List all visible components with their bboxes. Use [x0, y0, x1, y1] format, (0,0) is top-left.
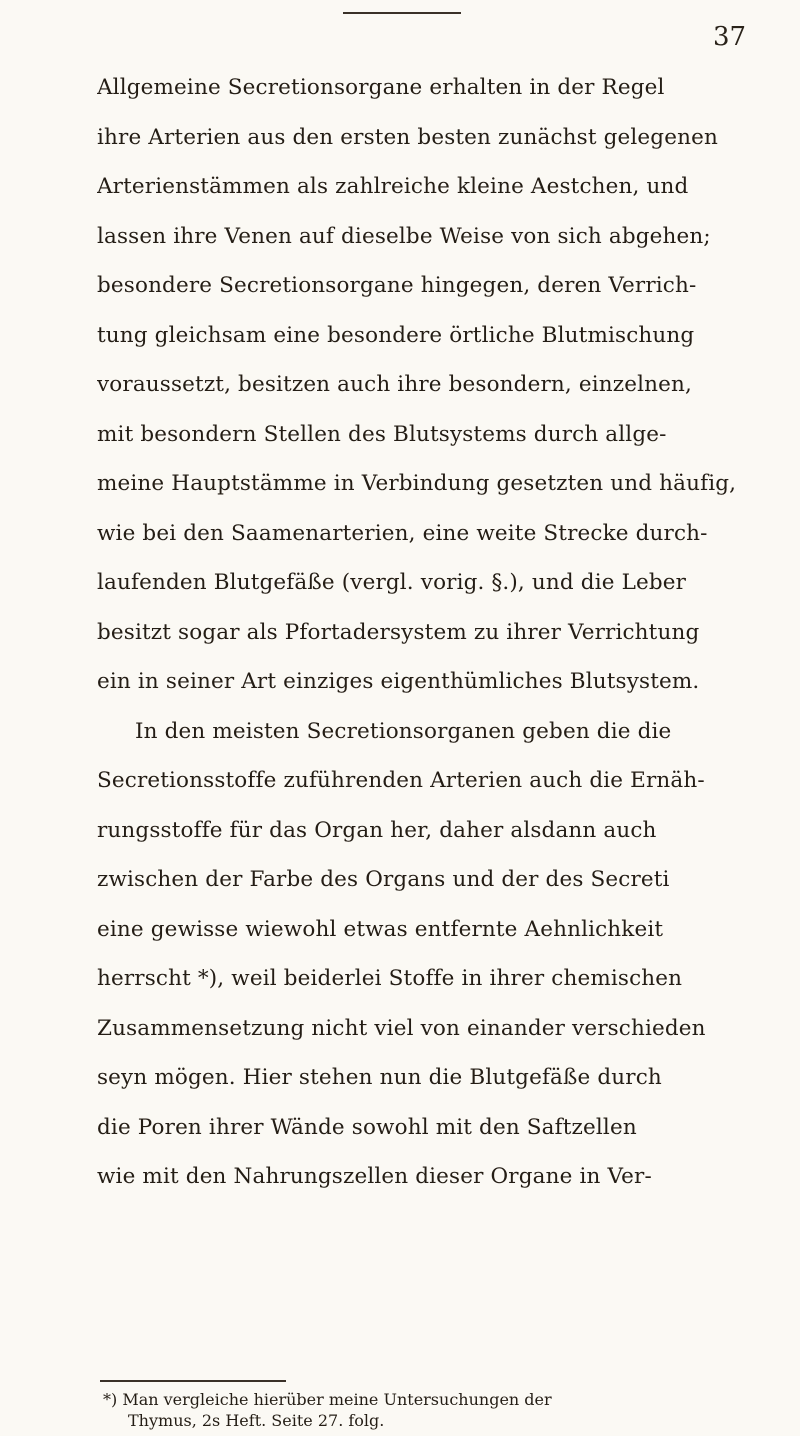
footnote-line: Thymus, 2s Heft. Seite 27. folg.: [128, 1411, 385, 1430]
paragraph-start-line: In den meisten Secretionsorganen geben die die: [135, 718, 672, 744]
text-line: Secretionsstoffe zuführenden Arterien auch die Ernäh-: [97, 768, 705, 793]
text-line: laufenden Blutgefäße (vergl. vorig. §.), und die Leber: [97, 570, 687, 595]
text-line: tung gleichsam eine besondere örtliche Blutmischung: [97, 322, 695, 348]
text-line: die Poren ihrer Wände sowohl mit den Saftzellen: [97, 1114, 637, 1140]
text-line: wie mit den Nahrungszellen dieser Organe in Ver-: [97, 1164, 652, 1189]
text-line: lassen ihre Venen auf dieselbe Weise von sich abgehen;: [97, 223, 711, 249]
footnote-line: *) Man vergleiche hierüber meine Untersuchungen der: [103, 1390, 552, 1409]
text-line: besondere Secretionsorgane hingegen, deren Verrich-: [97, 273, 697, 298]
text-line: Arterienstämmen als zahlreiche kleine Aestchen, und: [97, 174, 689, 199]
footnote-rule: [100, 1380, 286, 1382]
text-line: voraussetzt, besitzen auch ihre besondern, einzelnen,: [97, 372, 692, 397]
text-line: meine Hauptstämme in Verbindung gesetzten und häufig,: [97, 471, 737, 496]
page-number: 37: [713, 22, 747, 52]
text-line: besitzt sogar als Pfortadersystem zu ihrer Verrichtung: [97, 619, 700, 645]
text-line: mit besondern Stellen des Blutsystems durch allge-: [97, 421, 667, 447]
text-line: seyn mögen. Hier stehen nun die Blutgefäße durch: [97, 1065, 662, 1090]
text-line: rungsstoffe für das Organ her, daher alsdann auch: [97, 817, 657, 843]
header-rule: [343, 12, 461, 14]
text-line: ihre Arterien aus den ersten besten zunächst gelegenen: [97, 124, 718, 150]
body-text: [97, 63, 793, 1202]
text-line: eine gewisse wiewohl etwas entfernte Aehnlichkeit: [97, 916, 664, 942]
text-line: ein in seiner Art einziges eigenthümliches Blutsystem.: [97, 669, 700, 694]
footnote: [103, 1389, 793, 1431]
text-line: Allgemeine Secretionsorgane erhalten in der Regel: [97, 75, 665, 100]
text-line: wie bei den Saamenarterien, eine weite Strecke durch-: [97, 520, 708, 546]
text-line: Zusammensetzung nicht viel von einander verschieden: [97, 1015, 706, 1041]
text-line: zwischen der Farbe des Organs und der des Secreti: [97, 867, 670, 892]
text-line: herrscht *), weil beiderlei Stoffe in ihrer chemischen: [97, 966, 683, 991]
